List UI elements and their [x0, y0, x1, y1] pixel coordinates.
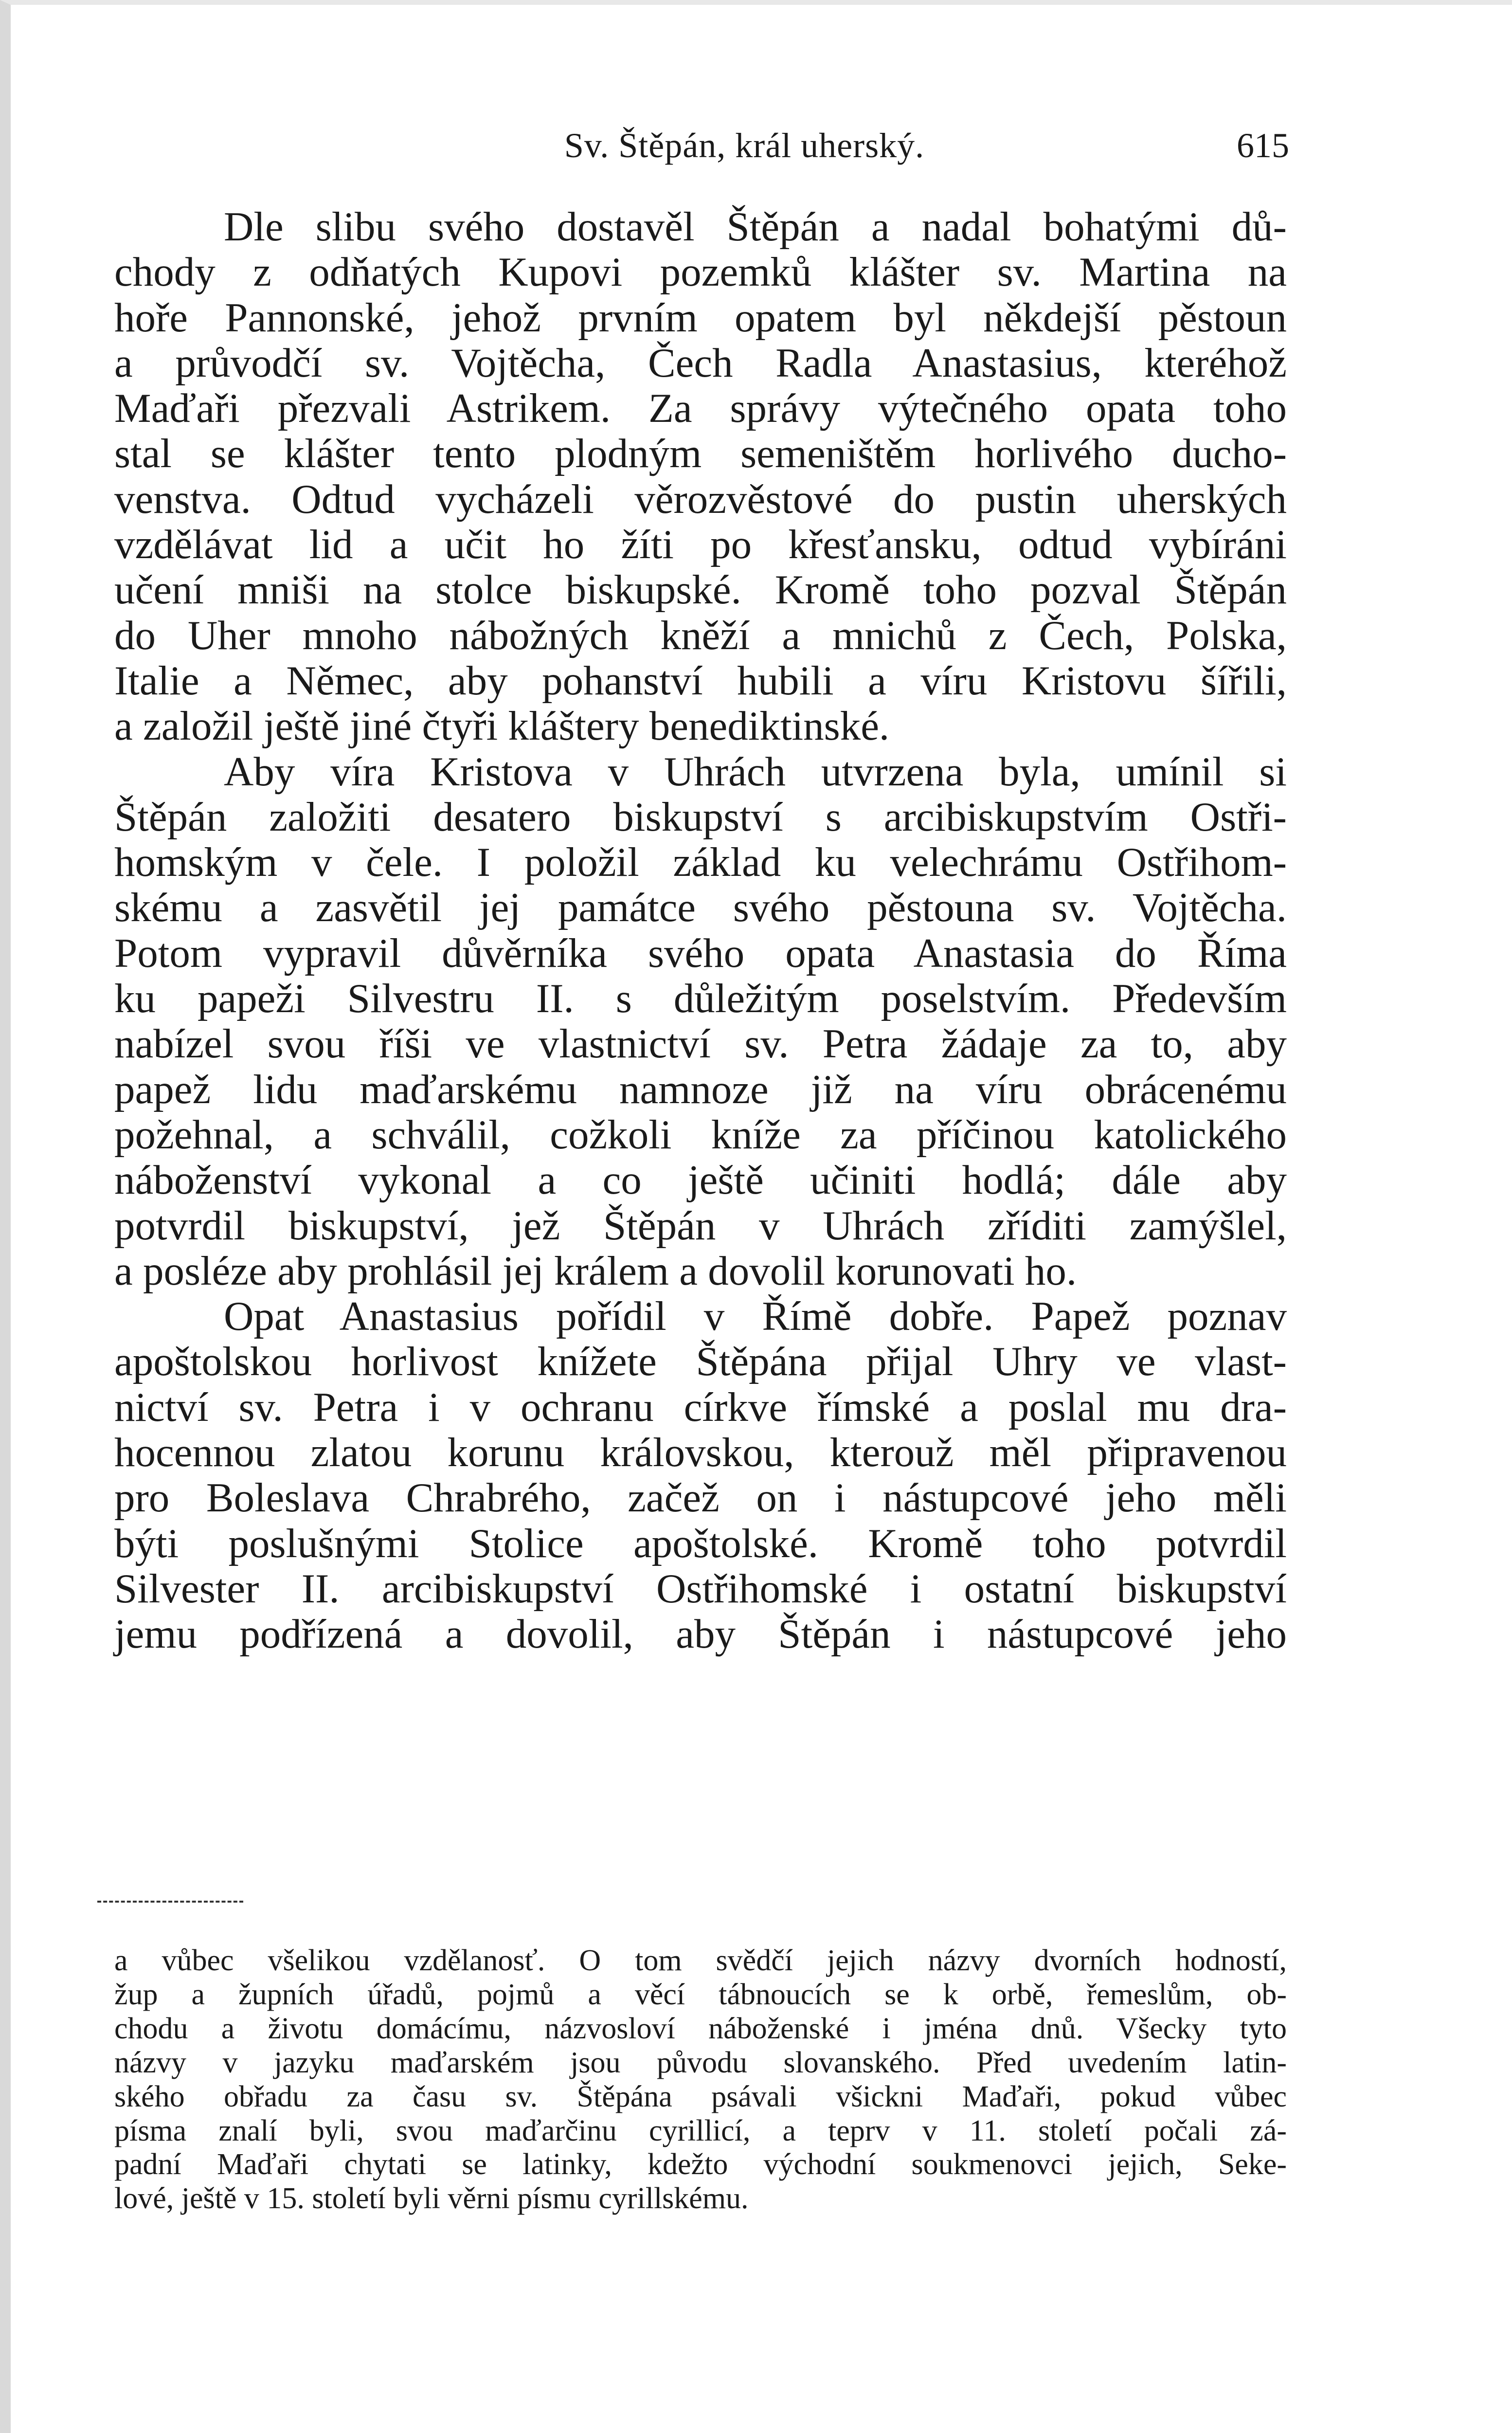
- footnote-line: padní Maďaři chytati se latinky, kdežto východní soukmenovci jejich, Seke-: [114, 2148, 1287, 2181]
- footnote-line: chodu a životu domácímu, názvosloví náboženské i jména dnů. Všecky tyto: [114, 2012, 1287, 2045]
- text-line: homským v čele. I položil základ ku velechrámu Ostřihom-: [114, 839, 1287, 886]
- text-line: stal se klášter tento plodným semeništěm horlivého ducho-: [114, 431, 1287, 477]
- text-line: Štěpán založiti desatero biskupství s arcibiskupstvím Ostři-: [114, 794, 1287, 840]
- text-line: a založil ještě jiné čtyři kláštery benediktinské.: [114, 703, 890, 749]
- text-line: vzdělávat lid a učit ho žíti po křesťansku, odtud vybíráni: [114, 522, 1287, 568]
- text-line: Maďaři přezvali Astrikem. Za správy výtečného opata toho: [114, 385, 1287, 432]
- text-line: apoštolskou horlivost knížete Štěpána přijal Uhry ve vlast-: [114, 1339, 1287, 1385]
- text-line: papež lidu maďarskému namnoze již na víru obrácenému: [114, 1066, 1287, 1112]
- text-line: Dle slibu svého dostavěl Štěpán a nadal bohatými dů-: [224, 204, 1287, 250]
- text-line: hoře Pannonské, jehož prvním opatem byl někdejší pěstoun: [114, 294, 1287, 341]
- running-title: Sv. Štěpán, král uherský.: [564, 126, 925, 165]
- text-line: venstva. Odtud vycházeli věrozvěstové do pustin uherských: [114, 476, 1287, 522]
- text-line: hocennou zlatou korunu královskou, kterouž měl připravenou: [114, 1430, 1287, 1476]
- footnote: [114, 1944, 1287, 2216]
- text-line: nabízel svou říši ve vlastnictví sv. Petra žádaje za to, aby: [114, 1021, 1287, 1067]
- footnote-line: ského obřadu za času sv. Štěpána psávali všickni Maďaři, pokud vůbec: [114, 2080, 1287, 2113]
- paragraph-2: [114, 749, 1287, 1294]
- text-line: jemu podřízená a dovolil, aby Štěpán i nástupcové jeho: [114, 1611, 1287, 1657]
- text-line: požehnal, a schválil, cožkoli kníže za příčinou katolického: [114, 1111, 1287, 1158]
- text-line: Aby víra Kristova v Uhrách utvrzena byla, umínil si: [224, 748, 1287, 795]
- text-line: a průvodčí sv. Vojtěcha, Čech Radla Anastasius, kteréhož: [114, 340, 1287, 386]
- footnote-line: a vůbec všelikou vzdělanosť. O tom svědčí jejich názvy dvorních hodností,: [114, 1944, 1287, 1977]
- text-line: náboženství vykonal a co ještě učiniti hodlá; dále aby: [114, 1157, 1287, 1203]
- text-line: Potom vypravil důvěrníka svého opata Anastasia do Říma: [114, 930, 1287, 976]
- text-line: Opat Anastasius pořídil v Římě dobře. Papež poznav: [224, 1293, 1287, 1340]
- text-line: učení mniši na stolce biskupské. Kromě toho pozval Štěpán: [114, 567, 1287, 613]
- paragraph-1: [114, 204, 1287, 749]
- text-line: býti poslušnými Stolice apoštolské. Kromě toho potvrdil: [114, 1520, 1287, 1566]
- text-line: Silvester II. arcibiskupství Ostřihomské i ostatní biskupství: [114, 1565, 1287, 1612]
- text-line: a posléze aby prohlásil jej králem a dovolil korunovati ho.: [114, 1248, 1077, 1294]
- page-number: 615: [1237, 126, 1289, 165]
- footnote-line: názvy v jazyku maďarském jsou původu slovanského. Před uvedením latin-: [114, 2046, 1287, 2079]
- text-line: Italie a Němec, aby pohanství hubili a víru Kristovu šířili,: [114, 657, 1287, 704]
- text-line: skému a zasvětil jej památce svého pěstouna sv. Vojtěcha.: [114, 885, 1287, 931]
- footnote-line: žup a župních úřadů, pojmů a věcí tábnoucích se k orbě, řemeslům, ob-: [114, 1978, 1287, 2011]
- footnote-separator: [97, 1901, 243, 1903]
- text-line: do Uher mnoho nábožných kněží a mnichů z Čech, Polska,: [114, 612, 1287, 658]
- text-line: chody z odňatých Kupovi pozemků klášter sv. Martina na: [114, 249, 1287, 295]
- main-text: [114, 204, 1287, 1657]
- footnote-line: lové, ještě v 15. století byli věrni písmu cyrillskému.: [114, 2182, 749, 2215]
- footnote-line: písma znalí byli, svou maďarčinu cyrillicí, a teprv v 11. století počali zá-: [114, 2114, 1287, 2147]
- paragraph-3: [114, 1294, 1287, 1657]
- text-line: potvrdil biskupství, jež Štěpán v Uhrách zříditi zamýšlel,: [114, 1202, 1287, 1249]
- text-line: nictví sv. Petra i v ochranu církve římské a poslal mu dra-: [114, 1384, 1287, 1430]
- text-line: ku papeži Silvestru II. s důležitým poselstvím. Především: [114, 976, 1287, 1022]
- text-line: pro Boleslava Chrabrého, začež on i nástupcové jeho měli: [114, 1475, 1287, 1521]
